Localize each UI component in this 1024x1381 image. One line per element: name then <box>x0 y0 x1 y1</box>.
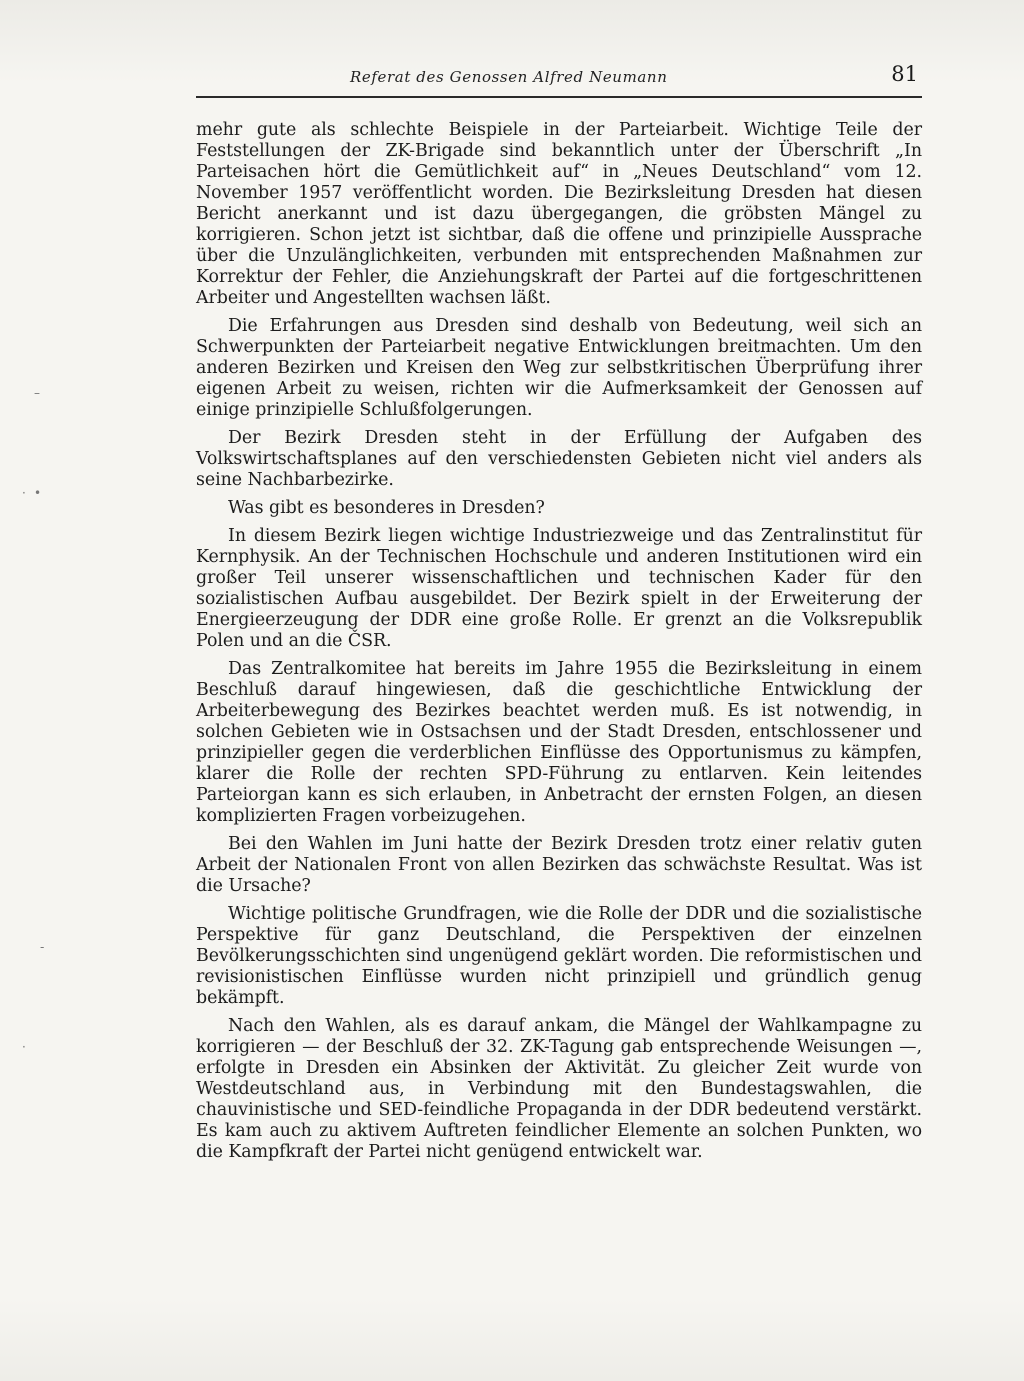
paragraph-9: Nach den Wahlen, als es darauf ankam, die Mängel der Wahlkampagne zu korrigieren — der Beschluß der 32. ZK-Tagung gab entsprechende Weisungen —, erfolgte in Dresden ein Absinken der Aktivität. Zu gleicher Zeit wurde von Westdeutschland aus, in Verbindung mit den Bundestagswahlen, die chauvinistische und SED-feindliche Propaganda in der DDR bedeutend verstärkt. Es kam auch zu aktivem Auftreten feindlicher Elemente an solchen Punkten, wo die Kampfkraft der Partei nicht genügend entwickelt war. <box>196 1016 922 1162</box>
paragraph-5: In diesem Bezirk liegen wichtige Industriezweige und das Zentralinstitut für Kernphysik. An der Technischen Hochschule und anderen Institutionen wird ein großer Teil unserer wissenschaftlichen und technischen Kader für den sozialistischen Aufbau ausgebildet. Der Bezirk spielt in der Erweiterung der Energieerzeugung der DDR eine große Rolle. Er grenzt an die Volksrepublik Polen und an die ČSR. <box>196 526 922 651</box>
margin-mark: – <box>34 386 40 400</box>
paragraph-6: Das Zentralkomitee hat bereits im Jahre 1955 die Bezirksleitung in einem Beschluß darauf hingewiesen, daß die geschichtliche Entwicklung der Arbeiterbewegung des Bezirkes beachtet werden muß. Es ist notwendig, in solchen Gebieten wie in Ostsachsen und der Stadt Dresden, entschlossener und prinzipieller gegen die verderblichen Einflüsse des Opportunismus zu kämpfen, klarer die Rolle der rechten SPD-Führung zu entlarven. Kein leitendes Parteiorgan kann es sich erlauben, in Anbetracht der ernsten Folgen, an diesen komplizierten Fragen vorbeizugehen. <box>196 659 922 826</box>
margin-mark: · <box>22 1040 26 1054</box>
paragraph-1: mehr gute als schlechte Beispiele in der Parteiarbeit. Wichtige Teile der Feststellungen der ZK-Brigade sind bekanntlich unter der Überschrift „In Parteisachen hört die Gemütlichkeit auf“ in „Neues Deutschland“ vom 12. November 1957 veröffentlicht worden. Die Bezirksleitung Dresden hat diesen Bericht anerkannt und ist dazu übergegangen, die gröbsten Mängel zu korrigieren. Schon jetzt ist sichtbar, daß die offene und prinzipielle Aussprache über die Unzulänglichkeiten, verbunden mit entsprechenden Maßnahmen zur Korrektur der Fehler, die Anziehungskraft der Partei auf die fortgeschrittenen Arbeiter und Angestellten wachsen läßt. <box>196 120 922 308</box>
margin-mark: · <box>22 486 26 500</box>
margin-mark: - <box>40 940 45 954</box>
paragraph-4: Was gibt es besonderes in Dresden? <box>228 498 545 518</box>
page-number: 81 <box>891 62 918 86</box>
paragraph-2: Die Erfahrungen aus Dresden sind deshalb von Bedeutung, weil sich an Schwerpunkten der Parteiarbeit negative Entwicklungen breitmachten. Um den anderen Bezirken und Kreisen den Weg zur selbstkritischen Überprüfung ihrer eigenen Arbeit zu weisen, richten wir die Aufmerksamkeit der Genossen auf einige prinzipielle Schlußfolgerungen. <box>196 316 922 420</box>
running-title: Referat des Genossen Alfred Neumann <box>350 68 668 86</box>
page-header <box>196 62 922 98</box>
paragraph-8: Wichtige politische Grundfragen, wie die Rolle der DDR und die sozialistische Perspektive für ganz Deutschland, die Perspektiven der einzelnen Bevölkerungsschichten sind ungenügend geklärt worden. Die reformistischen und revisionistischen Einflüsse wurden nicht prinzipiell und gründlich genug bekämpft. <box>196 904 922 1008</box>
paragraph-3: Der Bezirk Dresden steht in der Erfüllung der Aufgaben des Volkswirtschaftsplanes auf den verschiedensten Gebieten nicht viel anders als seine Nachbarbezirke. <box>196 428 922 490</box>
body-text <box>196 120 922 1170</box>
margin-mark: • <box>34 486 42 500</box>
paragraph-7: Bei den Wahlen im Juni hatte der Bezirk Dresden trotz einer relativ guten Arbeit der Nationalen Front von allen Bezirken das schwächste Resultat. Was ist die Ursache? <box>196 834 922 896</box>
